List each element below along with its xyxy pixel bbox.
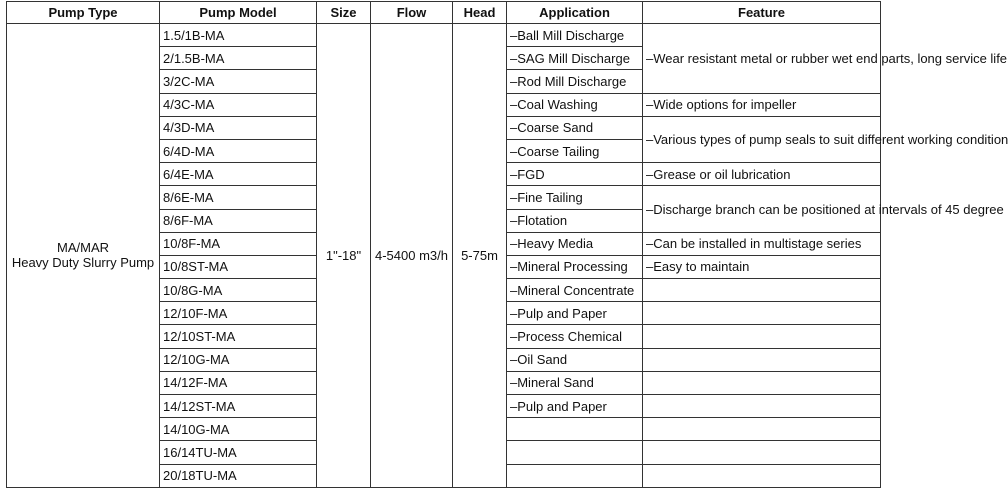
model-cell: 12/10G-MA: [160, 348, 317, 371]
pump-type-description: Heavy Duty Slurry Pump: [11, 255, 155, 271]
feature-cell: –Wide options for impeller: [643, 93, 881, 116]
feature-cell-empty: [643, 395, 881, 418]
header-row: [7, 2, 881, 24]
model-cell: 1.5/1B-MA: [160, 24, 317, 47]
pump-spec-table: [6, 1, 1008, 488]
head-cell: 5-75m: [453, 24, 507, 488]
application-cell: –Process Chemical: [507, 325, 643, 348]
application-cell: –Pulp and Paper: [507, 395, 643, 418]
model-cell: 14/12ST-MA: [160, 395, 317, 418]
feature-cell: –Wear resistant metal or rubber wet end parts, long service life: [643, 24, 881, 94]
feature-cell: –Grease or oil lubrication: [643, 163, 881, 186]
application-cell: –Mineral Sand: [507, 371, 643, 394]
application-cell: [507, 464, 643, 487]
table-row: [7, 24, 881, 47]
feature-cell-empty: [643, 418, 881, 441]
application-cell: –Ball Mill Discharge: [507, 24, 643, 47]
application-cell: [507, 418, 643, 441]
pump-type-cell: [7, 24, 160, 488]
feature-cell: –Discharge branch can be positioned at intervals of 45 degree: [643, 186, 881, 232]
model-cell: 10/8ST-MA: [160, 255, 317, 278]
feature-cell: –Various types of pump seals to suit different working condition: [643, 116, 881, 162]
model-cell: 2/1.5B-MA: [160, 47, 317, 70]
model-cell: 8/6F-MA: [160, 209, 317, 232]
feature-cell: –Can be installed in multistage series: [643, 232, 881, 255]
model-cell: 10/8F-MA: [160, 232, 317, 255]
model-cell: 20/18TU-MA: [160, 464, 317, 487]
feature-cell: –Easy to maintain: [643, 255, 881, 278]
model-cell: 12/10F-MA: [160, 302, 317, 325]
header-head: Head: [453, 2, 507, 24]
feature-cell-empty: [643, 279, 881, 302]
model-cell: 10/8G-MA: [160, 279, 317, 302]
application-cell: –Flotation: [507, 209, 643, 232]
feature-cell-empty: [643, 302, 881, 325]
header-size: Size: [317, 2, 371, 24]
feature-cell-empty: [643, 348, 881, 371]
feature-cell-empty: [643, 464, 881, 487]
model-cell: 14/12F-MA: [160, 371, 317, 394]
header-pump-type: Pump Type: [7, 2, 160, 24]
header-pump-model: Pump Model: [160, 2, 317, 24]
application-cell: –Mineral Concentrate: [507, 279, 643, 302]
model-cell: 16/14TU-MA: [160, 441, 317, 464]
application-cell: –Coal Washing: [507, 93, 643, 116]
application-cell: –Oil Sand: [507, 348, 643, 371]
header-flow: Flow: [371, 2, 453, 24]
model-cell: 14/10G-MA: [160, 418, 317, 441]
feature-cell-empty: [643, 325, 881, 348]
application-cell: –SAG Mill Discharge: [507, 47, 643, 70]
application-cell: –Mineral Processing: [507, 255, 643, 278]
application-cell: –Heavy Media: [507, 232, 643, 255]
model-cell: 3/2C-MA: [160, 70, 317, 93]
model-cell: 4/3C-MA: [160, 93, 317, 116]
application-cell: –Coarse Sand: [507, 116, 643, 139]
model-cell: 4/3D-MA: [160, 116, 317, 139]
application-cell: –Coarse Tailing: [507, 139, 643, 162]
size-cell: 1"-18": [317, 24, 371, 488]
pump-type-name: MA/MAR: [57, 240, 109, 256]
application-cell: –Rod Mill Discharge: [507, 70, 643, 93]
feature-cell-empty: [643, 371, 881, 394]
feature-cell-empty: [643, 441, 881, 464]
model-cell: 6/4D-MA: [160, 139, 317, 162]
application-cell: –FGD: [507, 163, 643, 186]
application-cell: –Pulp and Paper: [507, 302, 643, 325]
model-cell: 6/4E-MA: [160, 163, 317, 186]
flow-cell: 4-5400 m3/h: [371, 24, 453, 488]
model-cell: 12/10ST-MA: [160, 325, 317, 348]
application-cell: –Fine Tailing: [507, 186, 643, 209]
header-feature: Feature: [643, 2, 881, 24]
model-cell: 8/6E-MA: [160, 186, 317, 209]
application-cell: [507, 441, 643, 464]
header-application: Application: [507, 2, 643, 24]
